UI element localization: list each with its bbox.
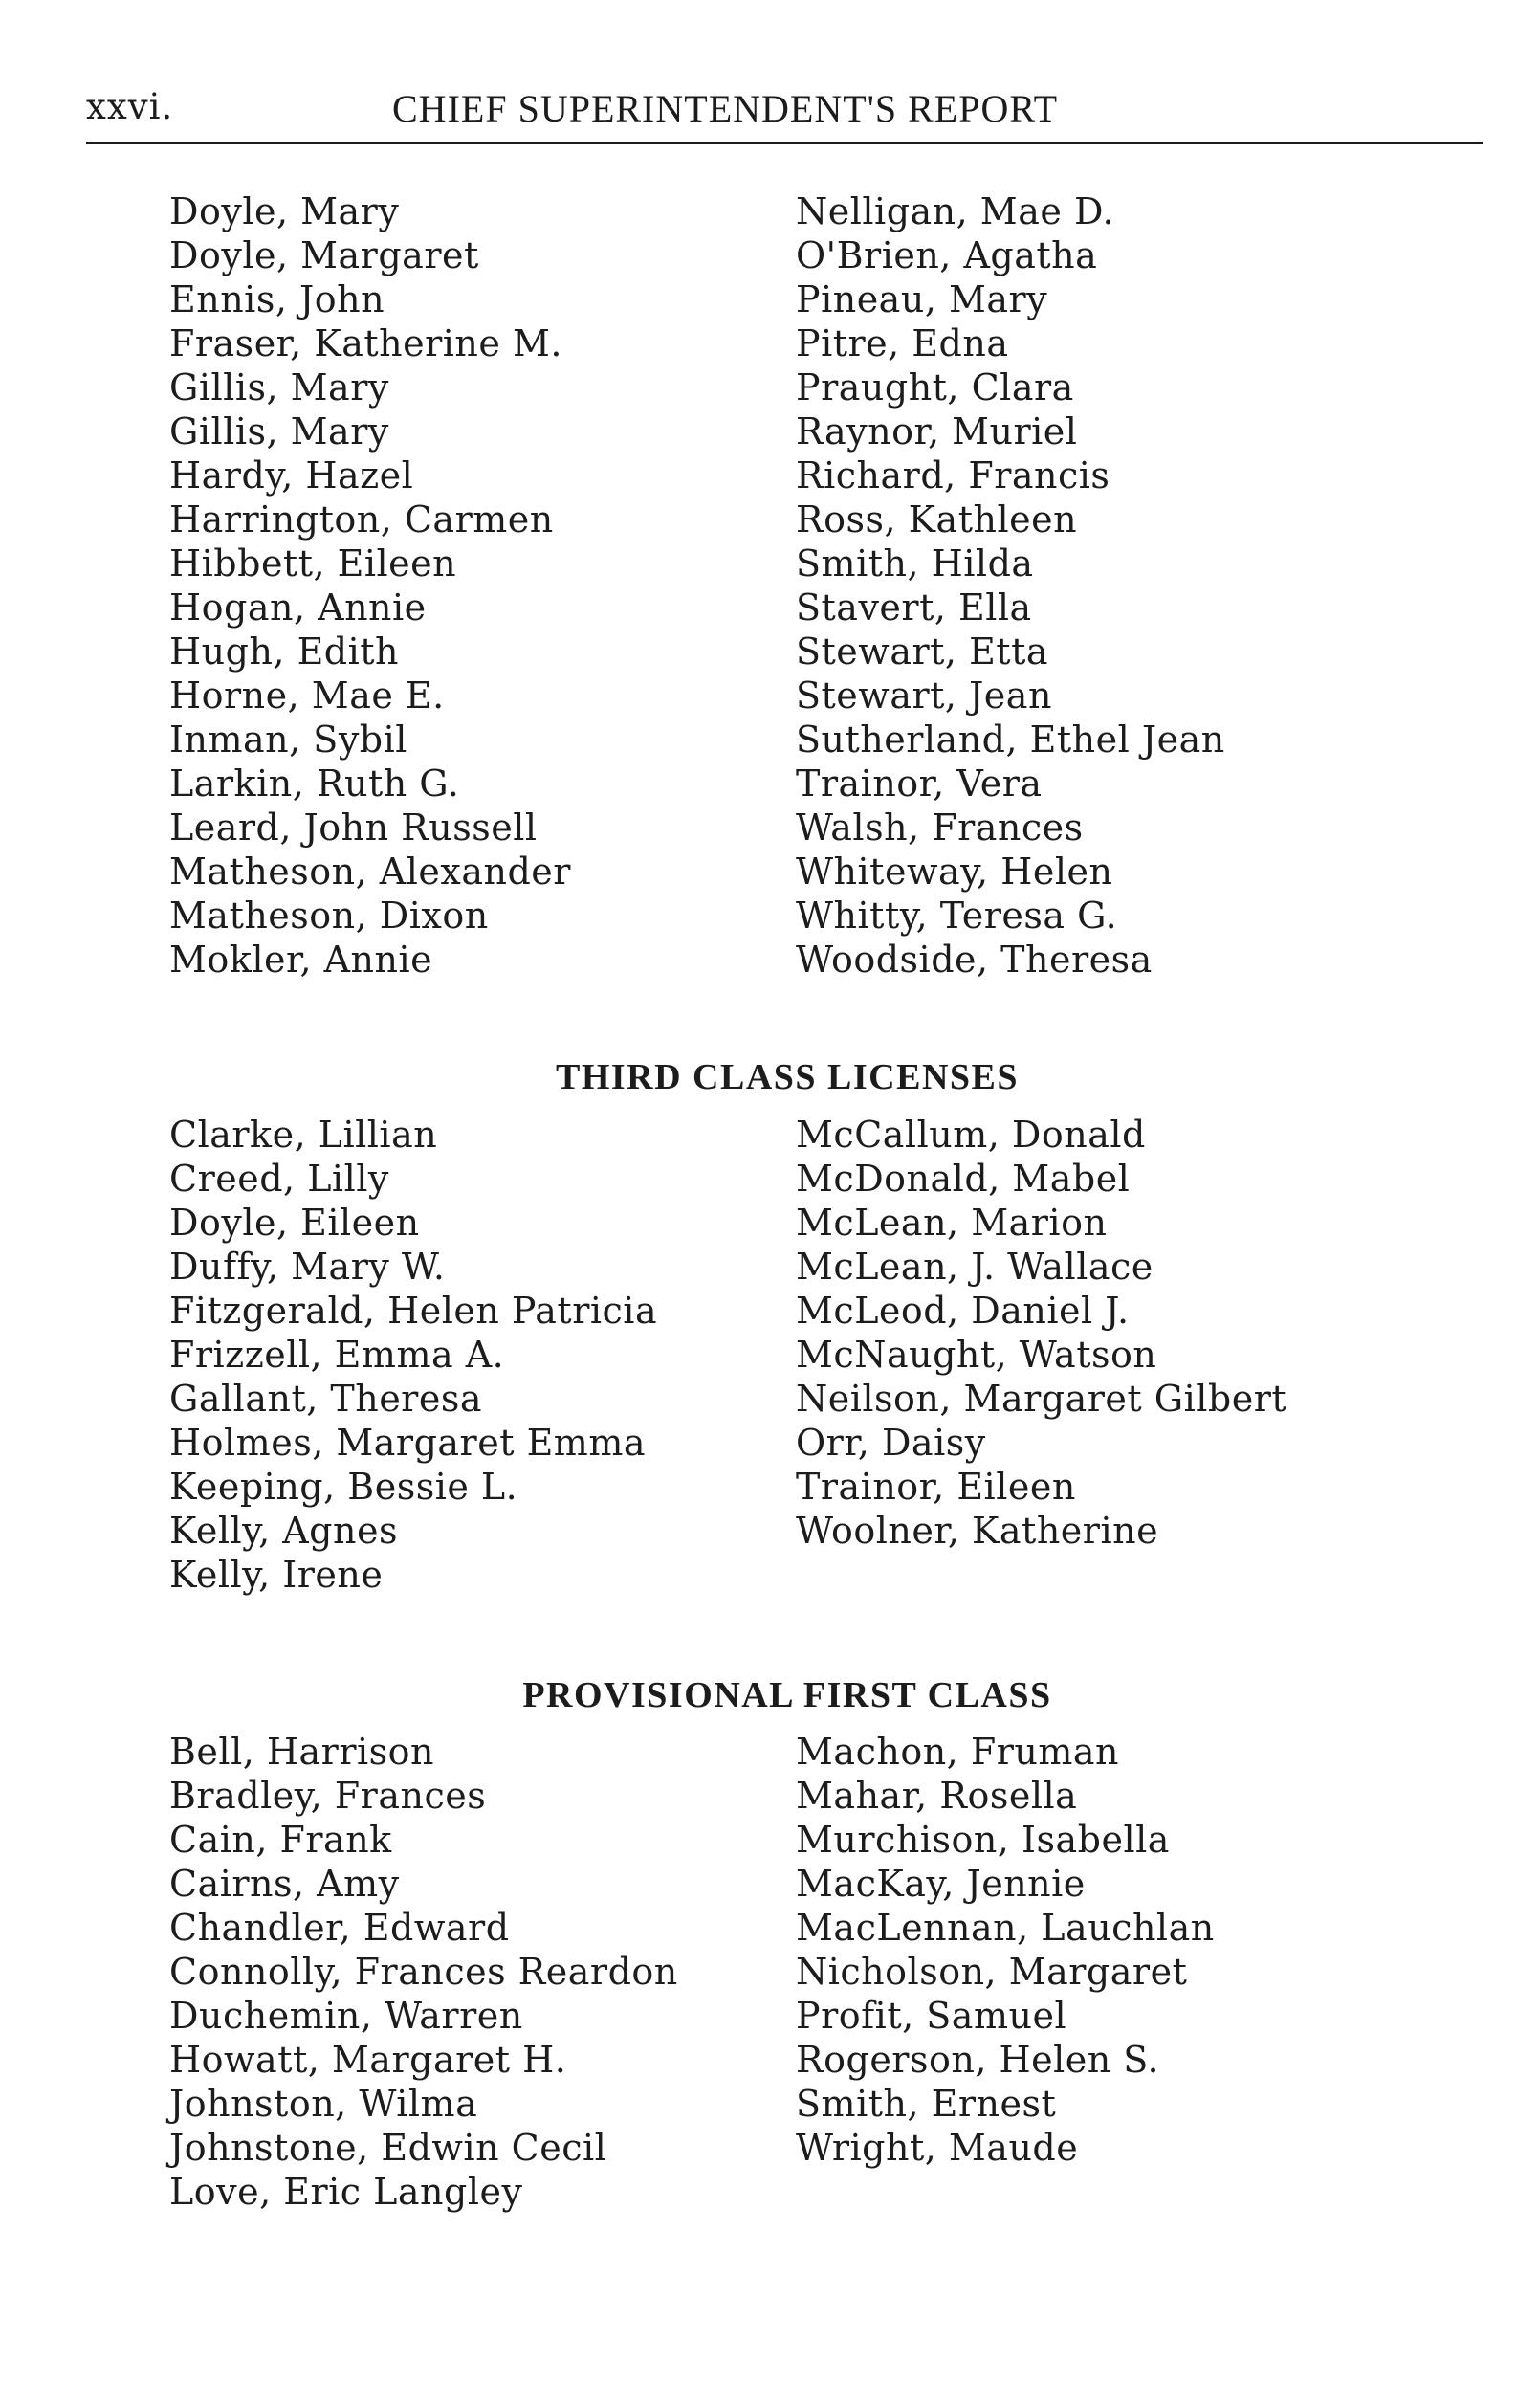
name-entry: Johnstone, Edwin Cecil (169, 2127, 607, 2169)
name-entry: Leard, John Russell (169, 806, 538, 849)
name-entry: Mokler, Annie (169, 939, 433, 981)
name-entry: McNaught, Watson (796, 1334, 1157, 1376)
name-entry: Inman, Sybil (169, 718, 407, 761)
name-entry: McLean, J. Wallace (796, 1246, 1154, 1288)
name-entry: Hogan, Annie (169, 586, 427, 629)
name-entry: Ross, Kathleen (796, 498, 1078, 541)
name-entry: Woodside, Theresa (796, 939, 1153, 981)
name-entry: Creed, Lilly (169, 1158, 389, 1200)
name-entry: McCallum, Donald (796, 1114, 1146, 1156)
name-entry: Machon, Fruman (796, 1731, 1119, 1773)
name-entry: Whitty, Teresa G. (796, 895, 1118, 937)
page-number: xxvi. (86, 86, 174, 127)
name-entry: Hugh, Edith (169, 630, 400, 673)
name-entry: Holmes, Margaret Emma (169, 1422, 647, 1464)
name-entry: Matheson, Alexander (169, 851, 571, 893)
name-entry: Connolly, Frances Reardon (169, 1951, 678, 1993)
name-entry: Mahar, Rosella (796, 1775, 1078, 1817)
name-entry: MacLennan, Lauchlan (796, 1907, 1215, 1949)
name-entry: Duchemin, Warren (169, 1995, 523, 2037)
name-entry: O'Brien, Agatha (796, 234, 1098, 276)
name-entry: Ennis, John (169, 278, 385, 320)
section-heading-third-class: THIRD CLASS LICENSES (555, 1056, 1020, 1097)
name-entry: McLeod, Daniel J. (796, 1290, 1130, 1332)
name-entry: Kelly, Agnes (169, 1510, 398, 1552)
name-entry: Wright, Maude (796, 2127, 1079, 2169)
name-entry: Horne, Mae E. (169, 674, 445, 717)
name-column-left (169, 189, 571, 982)
name-entry: Johnston, Wilma (169, 2083, 478, 2125)
name-entry: Doyle, Mary (169, 190, 400, 232)
name-entry: Larkin, Ruth G. (169, 762, 460, 805)
name-entry: Clarke, Lillian (169, 1114, 438, 1156)
name-column-right (796, 189, 1225, 982)
name-entry: Trainor, Eileen (796, 1466, 1076, 1508)
name-entry: Smith, Hilda (796, 542, 1034, 585)
name-entry: Doyle, Eileen (169, 1202, 420, 1244)
name-entry: Rogerson, Helen S. (796, 2039, 1160, 2081)
name-entry: Raynor, Muriel (796, 410, 1078, 453)
name-entry: Sutherland, Ethel Jean (796, 718, 1225, 761)
name-entry: Stewart, Etta (796, 630, 1049, 673)
name-entry: Frizzell, Emma A. (169, 1334, 505, 1376)
name-entry: Howatt, Margaret H. (169, 2039, 567, 2081)
name-entry: Praught, Clara (796, 366, 1074, 409)
name-entry: Kelly, Irene (169, 1554, 384, 1596)
name-entry: Harrington, Carmen (169, 498, 554, 541)
name-entry: McDonald, Mabel (796, 1158, 1131, 1200)
name-column-right (796, 1113, 1286, 1553)
name-entry: MacKay, Jennie (796, 1863, 1086, 1905)
name-entry: Cain, Frank (169, 1819, 392, 1861)
name-entry: Orr, Daisy (796, 1422, 986, 1464)
running-title: CHIEF SUPERINTENDENT'S REPORT (392, 87, 1059, 130)
name-entry: McLean, Marion (796, 1202, 1108, 1244)
section-heading-provisional-first-class: PROVISIONAL FIRST CLASS (522, 1674, 1052, 1715)
name-entry: Walsh, Frances (796, 806, 1084, 849)
name-entry: Matheson, Dixon (169, 895, 489, 937)
header-rule (86, 142, 1483, 144)
name-entry: Murchison, Isabella (796, 1819, 1170, 1861)
name-entry: Love, Eric Langley (169, 2171, 523, 2213)
page-header (86, 77, 1483, 144)
name-entry: Hardy, Hazel (169, 454, 414, 497)
name-entry: Whiteway, Helen (796, 851, 1113, 893)
name-entry: Smith, Ernest (796, 2083, 1057, 2125)
name-entry: Bell, Harrison (169, 1731, 435, 1773)
name-column-left (169, 1730, 678, 2214)
name-entry: Doyle, Margaret (169, 234, 479, 276)
name-entry: Stavert, Ella (796, 586, 1032, 629)
name-entry: Pitre, Edna (796, 322, 1009, 365)
name-entry: Neilson, Margaret Gilbert (796, 1378, 1287, 1420)
name-entry: Bradley, Frances (169, 1775, 487, 1817)
name-entry: Gillis, Mary (169, 410, 389, 453)
name-entry: Nicholson, Margaret (796, 1951, 1188, 1993)
name-entry: Gillis, Mary (169, 366, 389, 409)
name-entry: Fraser, Katherine M. (169, 322, 562, 365)
name-column-left (169, 1113, 657, 1597)
name-column-right (796, 1730, 1215, 2170)
name-entry: Pineau, Mary (796, 278, 1048, 320)
name-entry: Nelligan, Mae D. (796, 190, 1115, 232)
name-entry: Chandler, Edward (169, 1907, 510, 1949)
name-entry: Gallant, Theresa (169, 1378, 482, 1420)
name-entry: Woolner, Katherine (796, 1510, 1159, 1552)
name-entry: Stewart, Jean (796, 674, 1052, 717)
name-entry: Richard, Francis (796, 454, 1110, 497)
name-entry: Fitzgerald, Helen Patricia (169, 1290, 658, 1332)
name-entry: Profit, Samuel (796, 1995, 1067, 2037)
name-entry: Hibbett, Eileen (169, 542, 457, 585)
name-entry: Keeping, Bessie L. (169, 1466, 518, 1508)
name-entry: Duffy, Mary W. (169, 1246, 446, 1288)
name-entry: Trainor, Vera (796, 762, 1043, 805)
name-entry: Cairns, Amy (169, 1863, 400, 1905)
